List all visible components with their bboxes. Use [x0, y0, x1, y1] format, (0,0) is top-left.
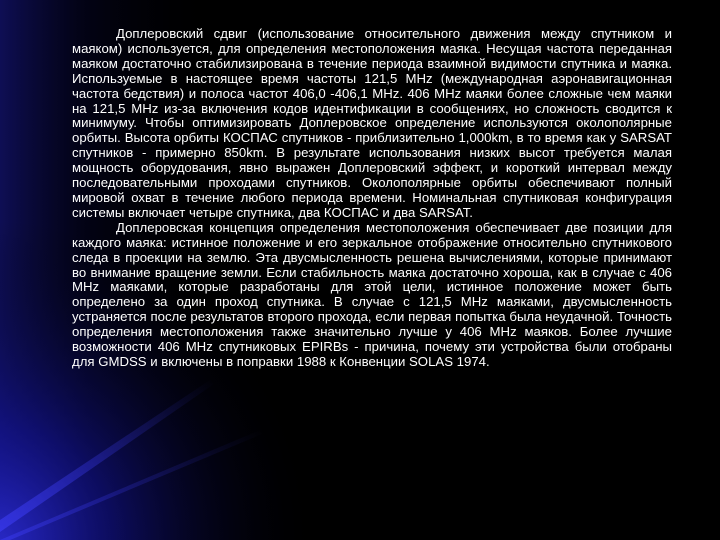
paragraph-2: Доплеровская концепция определения местоположения обеспечивает две позиции для каждого маяка: истинное положение и его зеркальное отображение относительно спутникового следа в проекции на землю. Эта двусмысленность решена вычислениями, которые принимают во внимание вращение земли. Если стабильность маяка достаточно хороша, как в случае с 406 MHz маяками, которые разработаны для этой цели, истинное положение может быть определено за один проход спутника. В случае с 121,5 MHz маяками, двусмысленность устраняется после результатов второго прохода, если первая попытка была неудачной. Точность определения местоположения также значительно лучше у 406 MHz маяков. Более лучшие возможности 406 MHz спутниковых EPIRBs - причина, почему эти устройства были отобраны для GMDSS и включены в поправки 1988 к Конвенции SOLAS 1974. — [72, 219, 672, 369]
paragraph-1: Доплеровский сдвиг (использование относительного движения между спутником и маяком) используется, для определения местоположения маяка. Несущая частота переданная маяком достаточно стабилизирована в течение периода взаимной видимости спутника и маяка. Используемые в настоящее время частоты 121,5 MHz (международная аэронавигационная частота бедствия) и полоса частот 406,0 -406,1 MHz. 406 MHz маяки более сложные чем маяки на 121,5 MHz из-за включения кодов идентификации в сообщениях, но сложность сводится к минимуму. Чтобы оптимизировать Доплеровское определение используются околополярные орбиты. Высота орбиты КОСПАС спутников - приблизительно 1,000km, в то время как у SARSAT спутников - примерно 850km. В результате использования низких высот требуется малая мощность оборудования, явно выражен Доплеровский эффект, и короткий интервал между последовательными проходами спутников. Околополярные орбиты обеспечивают полный мировой охват в течение любого периода времени. Номинальная спутниковая конфигурация системы включает четыре спутника, два КОСПАС и два SARSAT. — [72, 26, 672, 220]
body-text — [72, 27, 672, 370]
